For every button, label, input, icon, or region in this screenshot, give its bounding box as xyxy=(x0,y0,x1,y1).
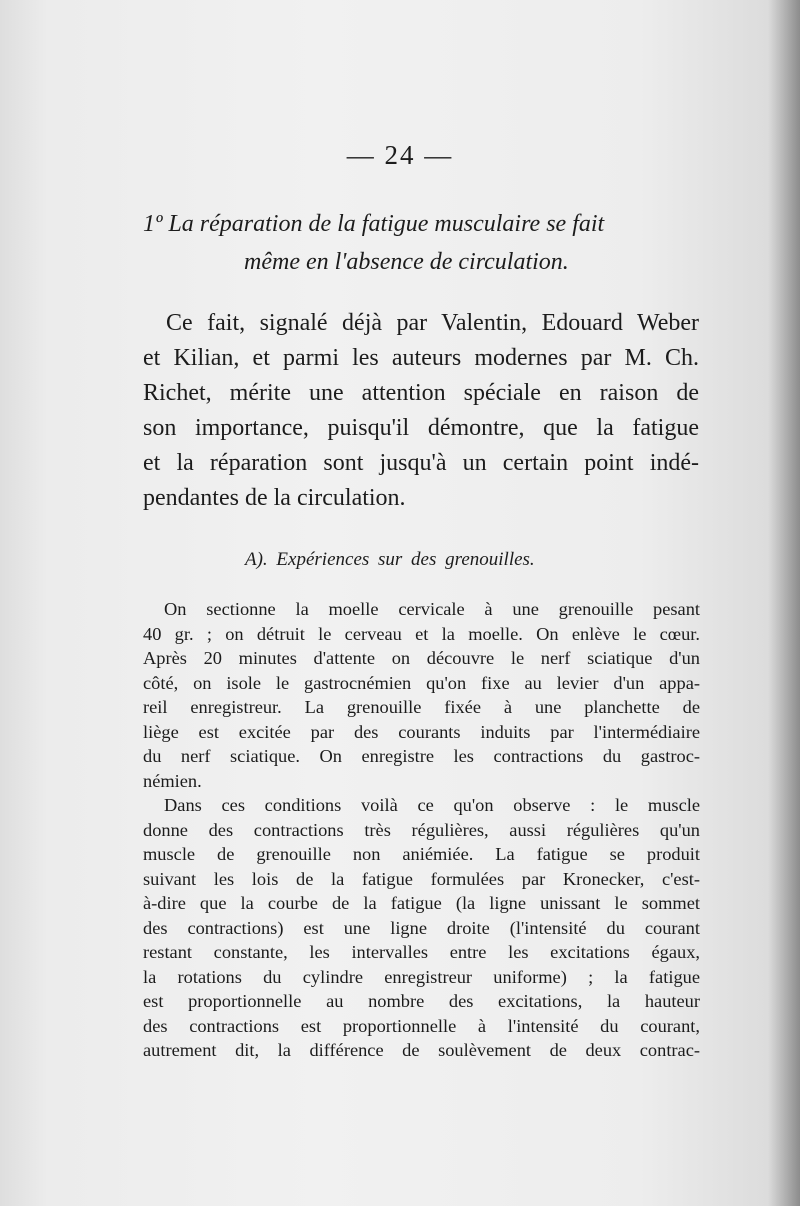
body-line: côté, on isole le gastrocnémien qu'on fixe au levier d'un appa- xyxy=(143,672,700,693)
subsection-heading: A). Expériences sur des grenouilles. xyxy=(245,549,535,570)
body-line: du nerf sciatique. On enregistre les contractions du gastroc- xyxy=(143,746,700,766)
body-line: Dans ces conditions voilà ce qu'on observe : le muscle xyxy=(164,795,700,815)
body-line: muscle de grenouille non aniémiée. La fatigue se produit xyxy=(143,844,700,864)
body-line: liège est excitée par des courants induits par l'intermédiaire xyxy=(143,721,700,742)
paragraph-line: Richet, mérite une attention spéciale en raison de xyxy=(143,380,699,406)
intro-paragraph xyxy=(143,306,699,516)
body-line: 40 gr. ; on détruit le cerveau et la moelle. On enlève le cœur. xyxy=(143,623,700,644)
paragraph-line: Ce fait, signalé déjà par Valentin, Edouard Weber xyxy=(166,310,699,336)
paragraph-line: son importance, puisqu'il démontre, que la fatigue xyxy=(143,415,699,441)
paragraph-line: et la réparation sont jusqu'à un certain point indé- xyxy=(143,450,699,476)
heading-line-2: même en l'absence de circulation. xyxy=(244,249,569,275)
body-line: des contractions est proportionnelle à l'intensité du courant, xyxy=(143,1015,700,1036)
body-line: autrement dit, la différence de soulèvement de deux contrac- xyxy=(143,1040,700,1060)
body-line: suivant les lois de la fatigue formulées par Kronecker, c'est- xyxy=(143,868,700,889)
body-line: à-dire que la courbe de la fatigue (la ligne unissant le sommet xyxy=(143,893,700,913)
paragraph-line: et Kilian, et parmi les auteurs modernes par M. Ch. xyxy=(143,345,699,371)
page-number: — 24 — xyxy=(346,140,454,170)
body-line: la rotations du cylindre enregistreur uniforme) ; la fatigue xyxy=(143,966,700,987)
experiment-text xyxy=(143,597,700,1063)
heading-line-1: 1º La réparation de la fatigue musculaire se fait xyxy=(143,211,605,237)
body-line: On sectionne la moelle cervicale à une grenouille pesant xyxy=(164,599,700,619)
body-line: donne des contractions très régulières, aussi régulières qu'un xyxy=(143,819,700,840)
body-line: est proportionnelle au nombre des excitations, la hauteur xyxy=(143,991,700,1011)
body-line: némien. xyxy=(143,770,202,791)
section-heading xyxy=(143,205,703,281)
paragraph-line: pendantes de la circulation. xyxy=(143,485,406,511)
body-line: Après 20 minutes d'attente on découvre le nerf sciatique d'un xyxy=(143,648,700,668)
body-line: restant constante, les intervalles entre les excitations égaux, xyxy=(143,942,700,962)
body-line: des contractions) est une ligne droite (l'intensité du courant xyxy=(143,917,700,938)
body-line: reil enregistreur. La grenouille fixée à une planchette de xyxy=(143,697,700,717)
